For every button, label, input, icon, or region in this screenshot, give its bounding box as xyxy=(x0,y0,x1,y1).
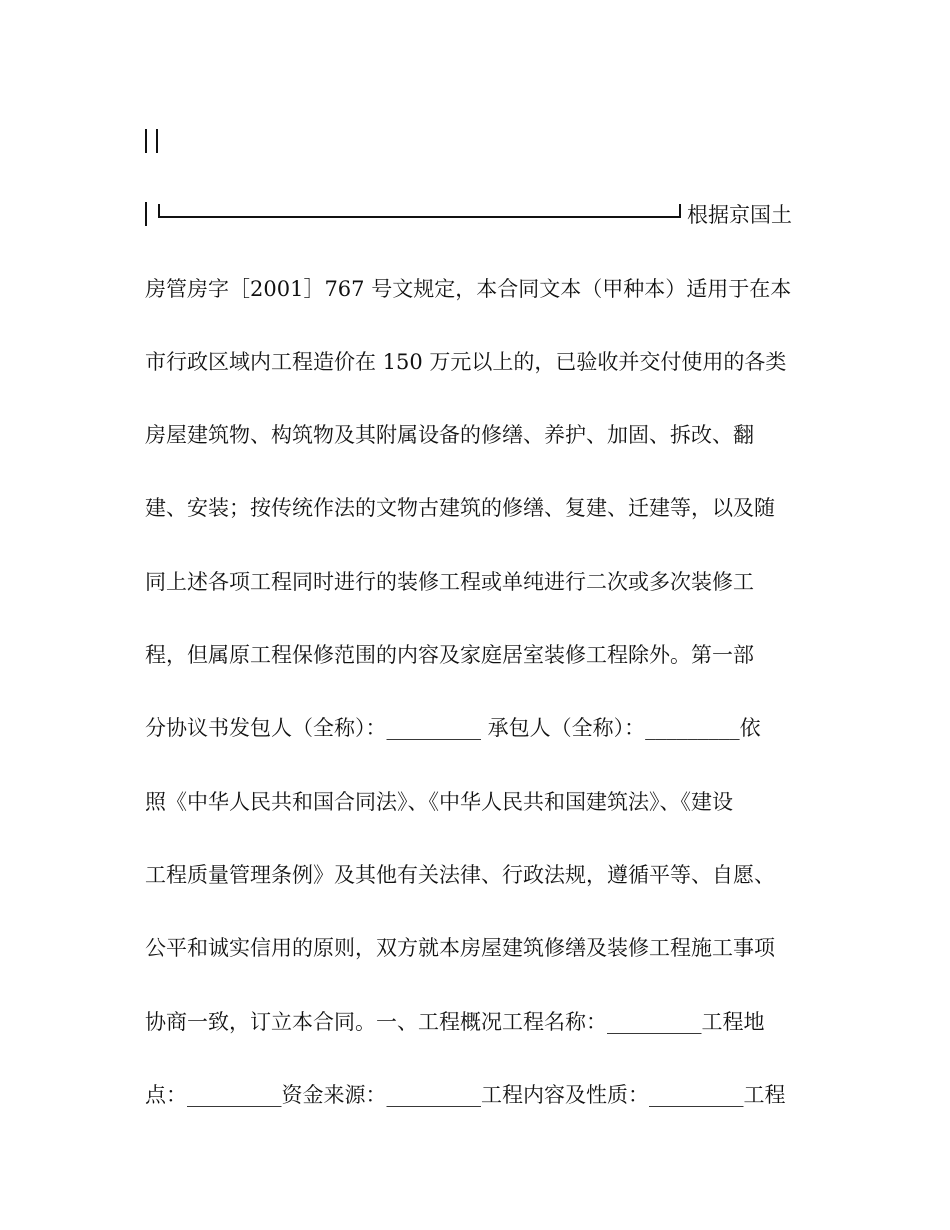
table-border-bar xyxy=(156,129,158,153)
paragraph-line xyxy=(145,179,810,252)
contract-text-body xyxy=(145,106,810,1132)
paragraph-line: 协商一致，订立本合同。一、工程概况工程名称：_________工程地 xyxy=(145,1009,765,1034)
paragraph-line: 照《中华人民共和国合同法》、《中华人民共和国建筑法》、《建设 xyxy=(145,789,733,814)
table-border-bottom-rule xyxy=(158,204,681,224)
table-border-bar xyxy=(145,202,147,226)
paragraph-line: 房屋建筑物、构筑物及其附属设备的修缮、养护、加固、拆改、翻 xyxy=(145,423,754,448)
paragraph-line: 房管房字［2001］767 号文规定，本合同文本（甲种本）适用于在本 xyxy=(145,276,792,301)
paragraph-line: 市行政区域内工程造价在 150 万元以上的，已验收并交付使用的各类 xyxy=(145,349,787,374)
paragraph-line: 程，但属原工程保修范围的内容及家庭居室装修工程除外。第一部 xyxy=(145,643,754,668)
paragraph-line: 公平和诚实信用的原则，双方就本房屋建筑修缮及装修工程施工事项 xyxy=(145,936,775,961)
paragraph-line: 工程质量管理条例》及其他有关法律、行政法规，遵循平等、自愿、 xyxy=(145,862,775,887)
table-border-bar xyxy=(145,129,147,153)
line-text: 根据京国土 xyxy=(687,203,792,228)
paragraph-line: 分协议书发包人（全称）：_________ 承包人（全称）：_________依 xyxy=(145,716,761,741)
paragraph-line: 同上述各项工程同时进行的装修工程或单纯进行二次或多次装修工 xyxy=(145,569,754,594)
paragraph-line: 建、安装；按传统作法的文物古建筑的修缮、复建、迁建等，以及随 xyxy=(145,496,775,521)
paragraph-line: 点：_________资金来源：_________工程内容及性质：_________工程 xyxy=(145,1082,786,1107)
table-border-top xyxy=(145,106,810,179)
